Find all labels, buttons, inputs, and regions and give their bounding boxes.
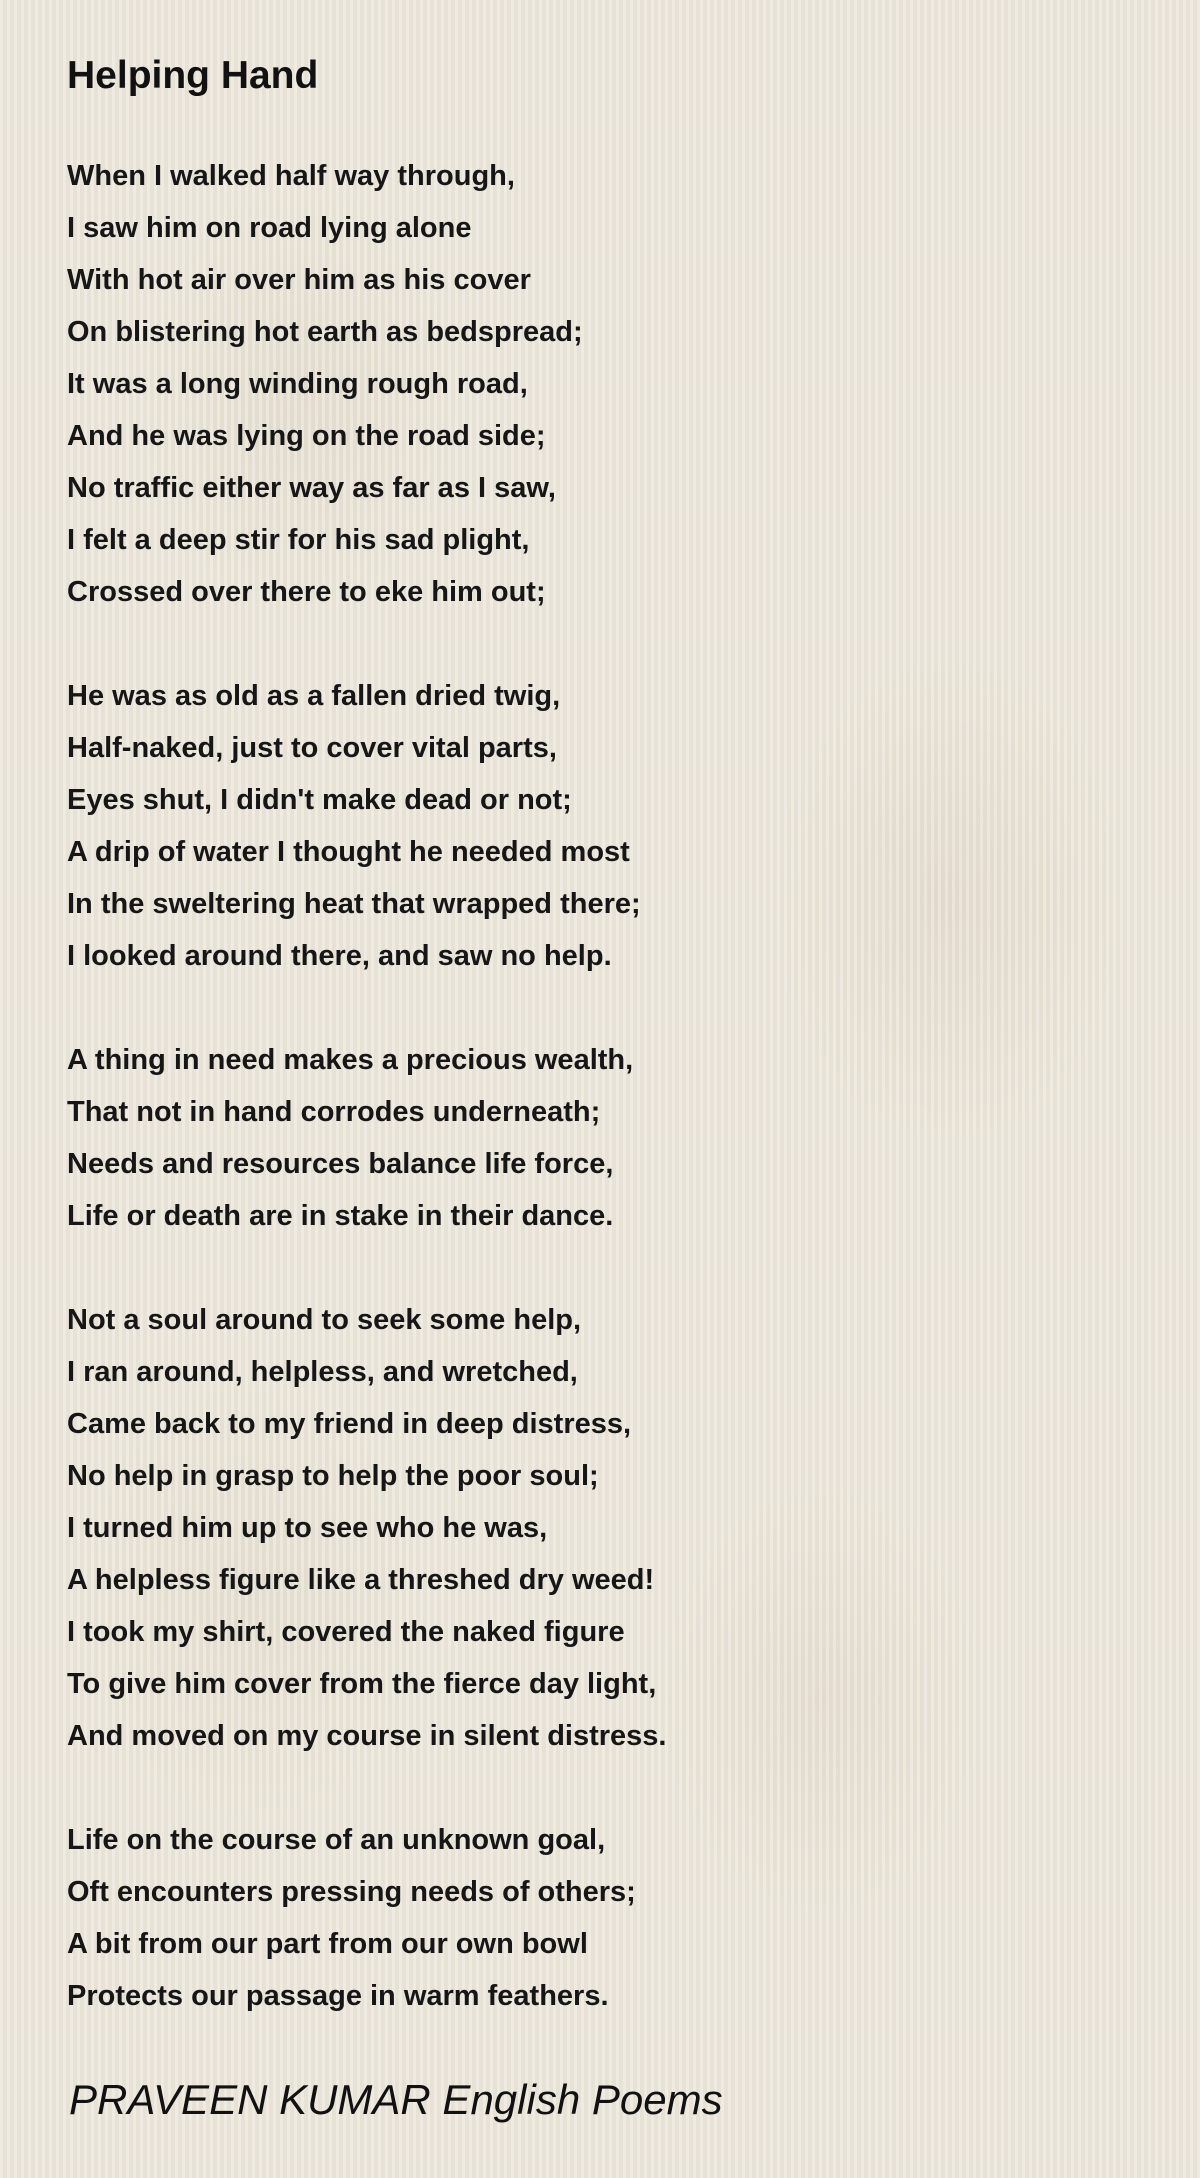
poem-body bbox=[67, 150, 1127, 2074]
poem-line: That not in hand corrodes underneath; bbox=[67, 1096, 601, 1128]
poem-line: I turned him up to see who he was, bbox=[67, 1512, 548, 1544]
poem-line: Life or death are in stake in their dance. bbox=[67, 1200, 614, 1232]
poem-line: To give him cover from the fierce day light, bbox=[67, 1668, 657, 1700]
stanza-1 bbox=[67, 150, 1127, 618]
poem-line: Half-naked, just to cover vital parts, bbox=[67, 732, 557, 764]
poem-line: Life on the course of an unknown goal, bbox=[67, 1824, 606, 1856]
poem-line: I took my shirt, covered the naked figure bbox=[67, 1616, 625, 1648]
poem-line: A bit from our part from our own bowl bbox=[67, 1928, 588, 1960]
poem-line: I felt a deep stir for his sad plight, bbox=[67, 524, 530, 556]
stanza-5 bbox=[67, 1814, 1127, 2022]
poem-line: In the sweltering heat that wrapped there; bbox=[67, 888, 641, 920]
poem-line: A thing in need makes a precious wealth, bbox=[67, 1044, 634, 1076]
poem-line: Needs and resources balance life force, bbox=[67, 1148, 614, 1180]
stanza-2 bbox=[67, 670, 1127, 982]
poem-line: Crossed over there to eke him out; bbox=[67, 576, 546, 608]
poem-line: On blistering hot earth as bedspread; bbox=[67, 316, 583, 348]
poem-line: Came back to my friend in deep distress, bbox=[67, 1408, 632, 1440]
poem-line: And he was lying on the road side; bbox=[67, 420, 546, 452]
poem-title: Helping Hand bbox=[67, 54, 319, 97]
poem-line: No traffic either way as far as I saw, bbox=[67, 472, 556, 504]
poem-line: No help in grasp to help the poor soul; bbox=[67, 1460, 599, 1492]
poem-line: Not a soul around to seek some help, bbox=[67, 1304, 582, 1336]
poem-line: He was as old as a fallen dried twig, bbox=[67, 680, 561, 712]
poem-line: I looked around there, and saw no help. bbox=[67, 940, 612, 972]
poem-footer: PRAVEEN KUMAR English Poems bbox=[69, 2076, 723, 2123]
stanza-3 bbox=[67, 1034, 1127, 1242]
poem-line: I saw him on road lying alone bbox=[67, 212, 472, 244]
poem-line: Protects our passage in warm feathers. bbox=[67, 1980, 609, 2012]
poem-line: Oft encounters pressing needs of others; bbox=[67, 1876, 636, 1908]
poem-line: I ran around, helpless, and wretched, bbox=[67, 1356, 578, 1388]
poem-line: With hot air over him as his cover bbox=[67, 264, 531, 296]
poem-line: A drip of water I thought he needed most bbox=[67, 836, 630, 868]
stanza-4 bbox=[67, 1294, 1127, 1762]
poem-line: It was a long winding rough road, bbox=[67, 368, 528, 400]
poem-line: A helpless figure like a threshed dry weed! bbox=[67, 1564, 655, 1596]
poem-line: And moved on my course in silent distress. bbox=[67, 1720, 667, 1752]
poem-line: When I walked half way through, bbox=[67, 160, 515, 192]
poem-line: Eyes shut, I didn't make dead or not; bbox=[67, 784, 572, 816]
